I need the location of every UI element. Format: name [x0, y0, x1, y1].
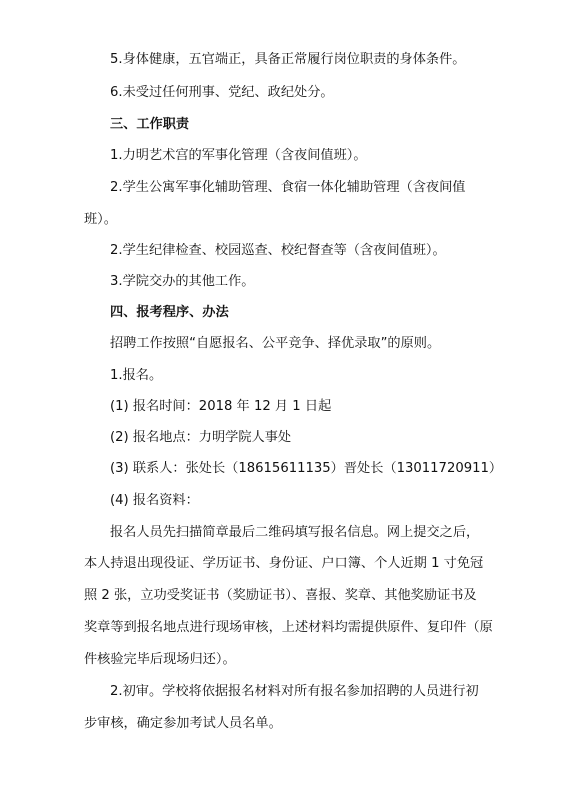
duty-1: 1.力明艺术宫的军事化管理（含夜间值班）。 [110, 148, 367, 163]
materials-line-1: 报名人员先扫描简章最后二维码填写报名信息。网上提交之后， [110, 525, 480, 540]
requirement-5: 5.身体健康，五官端正，具备正常履行岗位职责的身体条件。 [110, 52, 466, 67]
registration-contact: (3) 联系人：张处长（18615611135）晋处长（13011720911） [110, 461, 503, 476]
materials-line-2: 本人持退出现役证、学历证书、身份证、户口簿、个人近期 1 寸免冠 [84, 556, 484, 571]
duty-2-line-2: 班）。 [84, 212, 117, 227]
registration-heading: 1.报名。 [110, 368, 163, 383]
materials-line-3: 照 2 张，立功受奖证书（奖励证书）、喜报、奖章、其他奖励证书及 [84, 588, 477, 603]
section-duties-heading: 三、工作职责 [110, 117, 190, 132]
initial-review-line-1: 2.初审。学校将依据报名材料对所有报名参加招聘的人员进行初 [110, 684, 479, 699]
registration-materials: (4) 报名资料： [110, 493, 199, 508]
initial-review-line-2: 步审核，确定参加考试人员名单。 [84, 716, 282, 731]
registration-location: (2) 报名地点：力明学院人事处 [110, 430, 292, 445]
materials-line-5: 件核验完毕后现场归还）。 [84, 652, 236, 667]
materials-line-4: 奖章等到报名地点进行现场审核，上述材料均需提供原件、复印件（原 [84, 620, 493, 635]
recruitment-principle: 招聘工作按照“自愿报名、公平竞争、择优录取”的原则。 [110, 336, 441, 351]
registration-time: (1) 报名时间：2018 年 12 月 1 日起 [110, 399, 332, 414]
requirement-6: 6.未受过任何刑事、党纪、政纪处分。 [110, 85, 334, 100]
duty-3: 2.学生纪律检查、校园巡查、校纪督查等（含夜间值班）。 [110, 243, 446, 258]
duty-4: 3.学院交办的其他工作。 [110, 274, 255, 289]
duty-2-line-1: 2.学生公寓军事化辅助管理、食宿一体化辅助管理（含夜间值 [110, 180, 466, 195]
section-procedure-heading: 四、报考程序、办法 [110, 305, 229, 320]
